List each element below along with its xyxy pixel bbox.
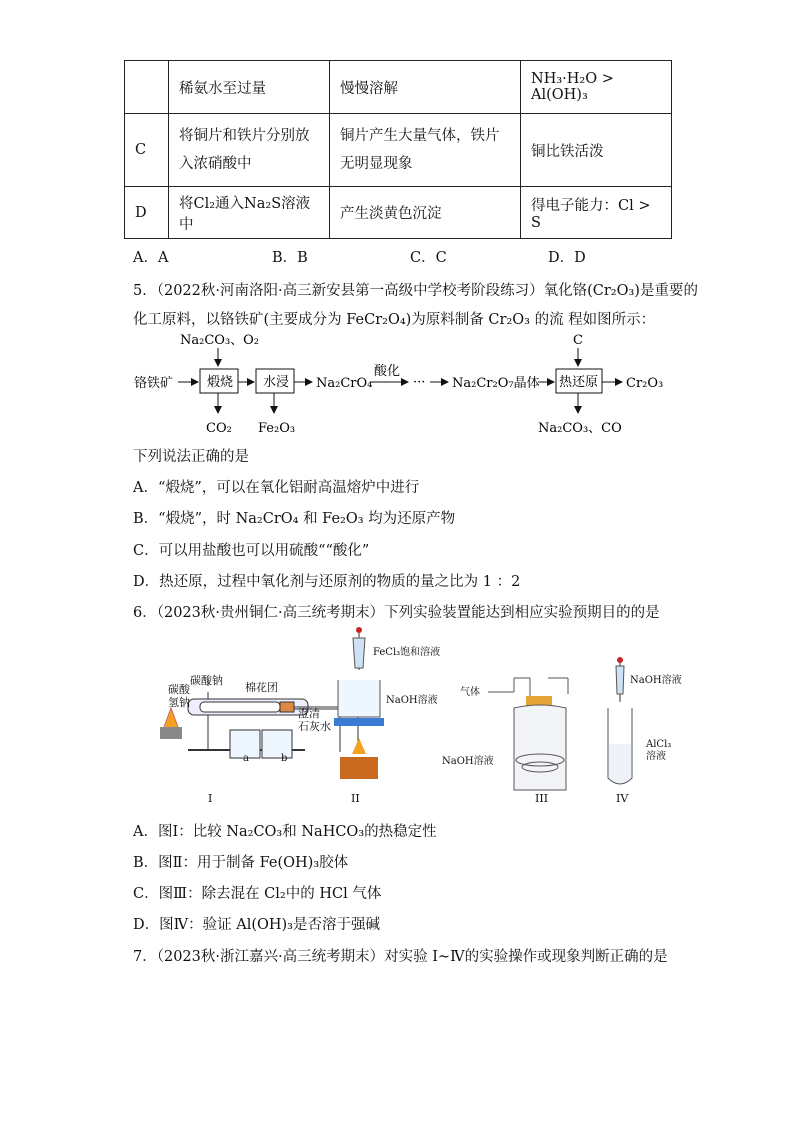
flow-box2-label: 水浸 [263,375,290,390]
apparatus-figure [130,622,700,812]
flow-product2: Na₂Cr₂O₇晶体 [452,376,540,391]
table-row-label [125,61,169,114]
fig-label-lime-1: 澄清 [298,707,320,720]
table-cell-operation: 将铜片和铁片分别放入浓硝酸中 [169,114,330,187]
caption-i: I [208,792,213,805]
fig-label-solution: 溶液 [646,751,666,762]
q5-option-d[interactable]: D．热还原，过程中氧化剂与还原剂的物质的量之比为 1 ：2 [133,574,521,590]
caption-iii: III [535,792,549,805]
table-row-label: D [125,187,169,239]
fig-label-naoh-ii: NaOH溶液 [386,695,438,706]
fig-label-nahco3-1: 碳酸 [168,683,190,696]
caption-ii: II [351,792,360,805]
fig-label-b: b [281,753,288,764]
choice-a[interactable]: A．A [133,250,169,266]
options-table [124,60,672,239]
caption-iv: IV [616,792,629,805]
fig-label-lime-2: 石灰水 [298,720,331,733]
table-cell-conclusion: NH₃·H₂O > Al(OH)₃ [521,61,672,114]
q6-option-a[interactable]: A．图Ⅰ：比较 Na₂CO₃和 NaHCO₃的热稳定性 [133,824,437,840]
table-cell-phenomenon: 慢慢溶解 [330,61,521,114]
fig-label-a: a [243,753,249,764]
figure-i [160,673,358,805]
table-cell-phenomenon: 产生淡黄色沉淀 [330,187,521,239]
flow-reagent-c: C [573,333,583,348]
table-row-label: C [125,114,169,187]
table-cell-operation: 将Cl₂通入Na₂S溶液中 [169,187,330,239]
fig-label-alcl3: AlCl₃ [646,739,672,750]
table-cell-conclusion: 得电子能力：Cl > S [521,187,672,239]
figure-ii [334,627,440,805]
flow-out-na2co3-co: Na₂CO₃、CO [538,421,622,436]
q5-prompt: 下列说法正确的是 [133,449,249,465]
choice-b[interactable]: B．B [272,250,308,266]
flow-input: 铬铁矿 [134,376,174,391]
flow-acidify: 酸化 [374,364,401,379]
fig-label-gas: 气体 [460,687,480,698]
q5-option-c[interactable]: C．可以用盐酸也可以用硫酸““酸化” [133,543,370,559]
flow-out-fe2o3: Fe₂O₃ [258,421,296,436]
fig-label-naoh-iii: NaOH溶液 [442,756,494,767]
figure-iv [608,657,682,805]
fig-label-cotton: 棉花团 [245,681,278,694]
q6-option-c[interactable]: C．图Ⅲ：除去混在 Cl₂中的 HCl 气体 [133,886,382,902]
choice-c[interactable]: C．C [410,250,447,266]
table-cell-operation: 稀氨水至过量 [169,61,330,114]
q5-stem-line2: 化工原料，以铬铁矿(主要成分为 FeCr₂O₄)为原料制备 Cr₂O₃ 的流 程如图所示： [133,312,656,328]
flow-out-co2: CO₂ [206,421,232,436]
flow-box3-label: 热还原 [559,375,599,390]
figure-iii [442,678,568,805]
q6-option-b[interactable]: B．图Ⅱ：用于制备 Fe(OH)₃胶体 [133,855,349,871]
table-cell-phenomenon: 铜片产生大量气体，铁片无明显现象 [330,114,521,187]
q5-stem-line1: 5．（2022秋·河南洛阳·高三新安县第一高级中学校考阶段练习）氧化铬(Cr₂O₃)是重要的 [133,283,698,299]
flow-final: Cr₂O₃ [626,376,664,391]
q7-stem: 7．（2023秋·浙江嘉兴·高三统考期末）对实验 Ⅰ~Ⅳ的实验操作或现象判断正确的是 [133,949,668,965]
fig-label-naoh-iv: NaOH溶液 [630,675,682,686]
q6-option-d[interactable]: D．图Ⅳ：验证 Al(OH)₃是否溶于强碱 [133,917,380,933]
flowchart [130,328,670,440]
table-cell-conclusion: 铜比铁活泼 [521,114,672,187]
fig-label-fecl3: FeCl₃饱和溶液 [373,647,441,658]
flow-reagent-top: Na₂CO₃、O₂ [180,333,260,348]
q5-option-b[interactable]: B．“煅烧”，时 Na₂CrO₄ 和 Fe₂O₃ 均为还原产物 [133,511,456,527]
choice-d[interactable]: D．D [548,250,586,266]
fig-label-nahco3-2: 氢钠 [168,696,190,709]
q5-option-a[interactable]: A．“煅烧”，可以在氧化铝耐高温熔炉中进行 [133,480,420,496]
fig-label-na2co3: 碳酸钠 [190,674,223,687]
flow-product1: Na₂CrO₄ [316,376,373,391]
flow-box1-label: 煅烧 [207,375,234,390]
q6-stem: 6．（2023秋·贵州铜仁·高三统考期末）下列实验装置能达到相应实验预期目的的是 [133,605,660,621]
flow-ellipsis: ··· [413,375,426,390]
